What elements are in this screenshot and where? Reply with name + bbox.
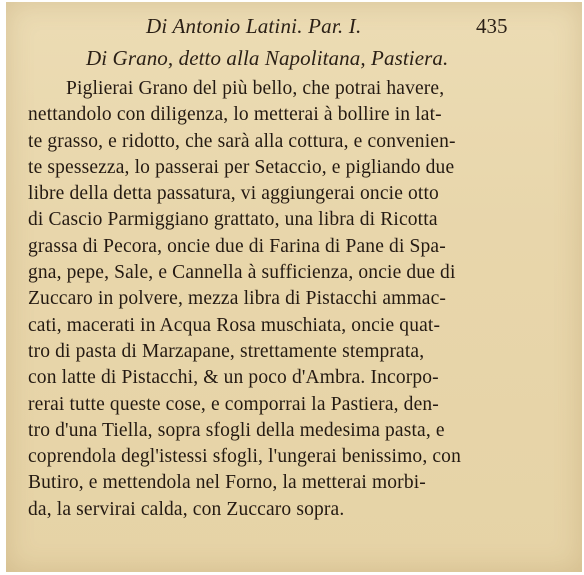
page-number: 435 [476,14,508,38]
body-line: Piglierai Grano del più bello, che potrai havere, [66,78,445,99]
body-line: da, la servirai calda, con Zuccaro sopra. [28,498,345,520]
body-line: nettandolo con diligenza, lo metterai à bollire in lat- [28,104,442,126]
recipe-body [28,76,573,523]
body-line: tro d'una Tiella, sopra sfogli della medesima pasta, e [28,419,445,441]
body-line: gna, pepe, Sale, e Cannella à sufficienza, oncie due di [28,262,456,284]
body-line: libre della detta passatura, vi aggiungerai oncie otto [28,183,439,205]
page-header [6,14,582,40]
body-line: te grasso, e ridotto, che sarà alla cottura, e convenien- [28,130,456,152]
body-line: coprendola degl'istessi sfogli, l'ungerai benissimo, con [28,446,461,468]
body-line: cati, macerati in Acqua Rosa muschiata, oncie quat- [28,314,441,336]
body-line: rerai tutte queste cose, e comporrai la Pastiera, den- [28,393,439,415]
body-line: di Cascio Parmiggiano grattato, una libra di Ricotta [28,209,438,231]
body-line: te spessezza, lo passerai per Setaccio, e pigliando due [28,156,455,178]
body-line: tro di pasta di Marzapane, strettamente stemprata, [28,340,425,362]
running-head: Di Antonio Latini. Par. I. [146,14,362,38]
body-line: con latte di Pistacchi, & un poco d'Ambra. Incorpo- [28,367,439,389]
body-line: grassa di Pecora, oncie due di Farina di Pane di Spa- [28,235,446,257]
body-line: Butiro, e mettendola nel Forno, la metterai morbi- [28,472,426,494]
book-page [6,2,582,572]
recipe-title: Di Grano, detto alla Napolitana, Pastiera. [86,46,449,70]
body-line: Zuccaro in polvere, mezza libra di Pistacchi ammac- [28,288,447,310]
